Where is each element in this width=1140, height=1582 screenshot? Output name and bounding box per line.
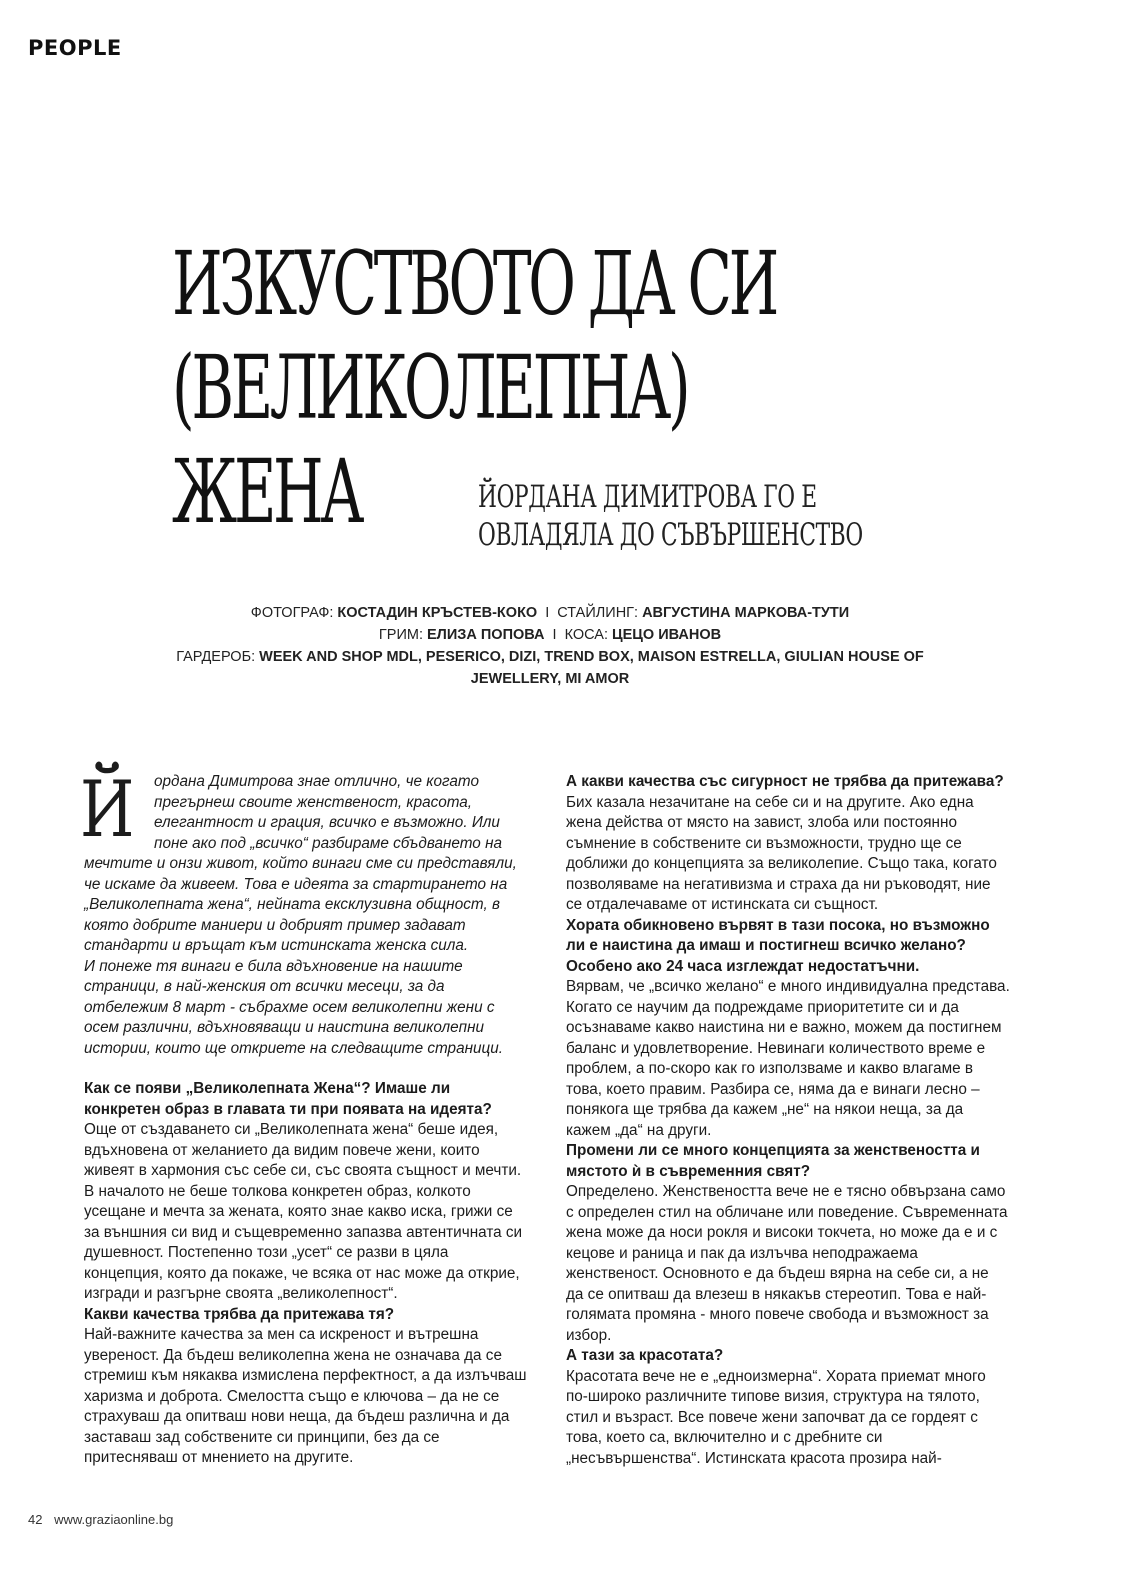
question-3: А какви качества със сигурност не трябва да притежава? (566, 773, 1004, 790)
drop-cap: Й (80, 765, 135, 855)
answer-6: Красотата вече не е „едноизмерна“. Хората приемат много по-широко различните типове визия, структура на тялото, стил и възраст. Все повече жени започват да се гордеят с това, което са, включително и с дребните си „несъвършенства“. Истинската красота прозира най- (566, 1367, 986, 1467)
website-url: www.graziaonline.bg (54, 1512, 174, 1527)
photographer-label: ФОТОГРАФ: (250, 605, 334, 621)
subheadline-line-2: ОВЛАДЯЛА ДО СЪВЪРШЕНСТВО (478, 517, 863, 553)
page-number: 42 (28, 1512, 43, 1527)
intro-paragraph (80, 765, 528, 957)
article-column-left (80, 765, 528, 1469)
credits-separator: I (545, 605, 550, 621)
question-4: Хората обикновено вървят в тази посока, но възможно ли е наистина да имаш и постигнеш всичко желано? Особено ако 24 часа изглеждат недостатъчни. (566, 916, 990, 975)
answer-1: Още от създаването си „Великолепната жена“ беше идея, вдъхновена от желанието да видим повече жени, които живеят в хармония със себе си, със своята същност и мечти. В началото не беше толкова конкретен образ, колкото усещане и мечта за жената, която знае какво иска, грижи се за външния си вид и същевременно запазва автентичната си душевност. Постепенно този „усет“ се разви в цяла концепция, която да покаже, че всяка от нас може да открие, изгради и разгърне своята „великолепност“. (84, 1121, 523, 1302)
question-2: Какви качества трябва да притежава тя? (84, 1305, 395, 1323)
makeup-label: ГРИМ: (378, 627, 423, 643)
headline-line-3: ЖЕНА (172, 440, 362, 543)
subheadline (478, 478, 863, 554)
answer-3: Бих казала незачитане на себе си и на другите. Ако една жена действа от място на завист, злоба или постоянно съмнение в собствените си възможности, трудно ще се доближи до концепцията за великолепие. Също така, когато позволяваме на негативизма и страха да ни ръководят, ние се отдалечаваме от истинската си същност. (566, 793, 997, 913)
credits-separator: I (552, 627, 557, 643)
hair-label: КОСА: (564, 627, 609, 643)
article-column-right (566, 772, 1010, 1469)
section-tag: PEOPLE (28, 36, 122, 60)
answer-2: Най-важните качества за мен са искреност и вътрешна увереност. Да бъдеш великолепна жена не означава да се стремиш към някаква измислена перфектност, а да излъчваш харизма и доброта. Смелостта също е ключова – да не се страхуваш да опитваш нови неща, да бъдеш различна и да заставаш зад собствените си принципи, без да се притесняваш от мнението на другите. (84, 1326, 527, 1466)
question-1: Как се появи „Великолепната Жена“? Имаше ли конкретен образ в главата ти при появата на идеята? (84, 1080, 492, 1118)
headline-line-2: (ВЕЛИКОЛЕПНА) (172, 336, 688, 439)
question-6: А тази за красотата? (566, 1347, 724, 1364)
question-5: Промени ли се много концепцията за женствеността и мястото ѝ в съвременния свят? (566, 1142, 980, 1180)
credits-line-1 (170, 602, 930, 624)
credits-line-2 (170, 624, 930, 646)
credits-line-3 (170, 646, 930, 690)
subheadline-line-1: ЙОРДАНА ДИМИТРОВА ГО Е (478, 479, 817, 515)
page-footer (28, 1512, 173, 1527)
photo-credits (170, 602, 930, 690)
photographer-name: КОСТАДИН КРЪСТЕВ-КОКО (337, 605, 538, 621)
intro-text: ордана Димитрова знае отлично, че когато прегърнеш своите женственост, красота, елегантност и грация, всичко е възможно. Или поне ако под „всичко“ разбираме сбъдването на мечтите и онзи живот, който винаги сме си представяли, че искаме да живеем. Това е идеята за стартирането на „Великолепната жена“, нейната ексклузивна общност, в която добрите маниери и добрият пример задават стандарти и връщат към истинската женска сила. (84, 773, 517, 954)
wardrobe-label: ГАРДЕРОБ: (176, 649, 256, 665)
styling-label: СТАЙЛИНГ: (557, 605, 639, 621)
hair-stylist-name: ЦЕЦО ИВАНОВ (612, 627, 722, 643)
answer-4: Вярвам, че „всичко желано“ е много индивидуална представа. Когато се научим да подреждаме приоритетите си и да осъзнаваме какво наистина ни е важно, можем да постигнем баланс и удовлетворение. Невинаги количеството време е проблем, а по-скоро как го използваме и какво влагаме в това, което правим. Разбира се, няма да е винаги лесно – понякога ще трябва да кажем „не“ на някои неща, за да кажем „да“ на други. (566, 978, 1010, 1139)
stylist-name: АВГУСТИНА МАРКОВА-ТУТИ (642, 605, 850, 621)
wardrobe-brands: WEEK AND SHOP MDL, PESERICO, DIZI, TREND BOX, MAISON ESTRELLA, GIULIAN HOUSE OF JEWELLERY, MI AMOR (259, 649, 924, 687)
makeup-artist-name: ЕЛИЗА ПОПОВА (427, 627, 545, 643)
intro-paragraph-2: И понеже тя винаги е била вдъхновение на нашите страници, в най-женския от всички месеци, за да отбележим 8 март - събрахме осем великолепни жени с осем различни, вдъхновяващи и наистина великолепни истории, които ще откриете на следващите страници. (84, 957, 504, 1057)
answer-5: Определено. Женствеността вече не е тясно обвързана само с определен стил на обличане или поведение. Съвременната жена може да носи рокля и високи токчета, но може да е и с кецове и раница и пак да излъчва неподражаема женственост. Основното е да бъдеш вярна на себе си, а не да се опитваш да влезеш в някакъв стереотип. Това е най-голямата промяна - много повече свобода и възможност за избор. (566, 1183, 1008, 1344)
headline-line-1: ИЗКУСТВОТО ДА СИ (172, 232, 777, 335)
